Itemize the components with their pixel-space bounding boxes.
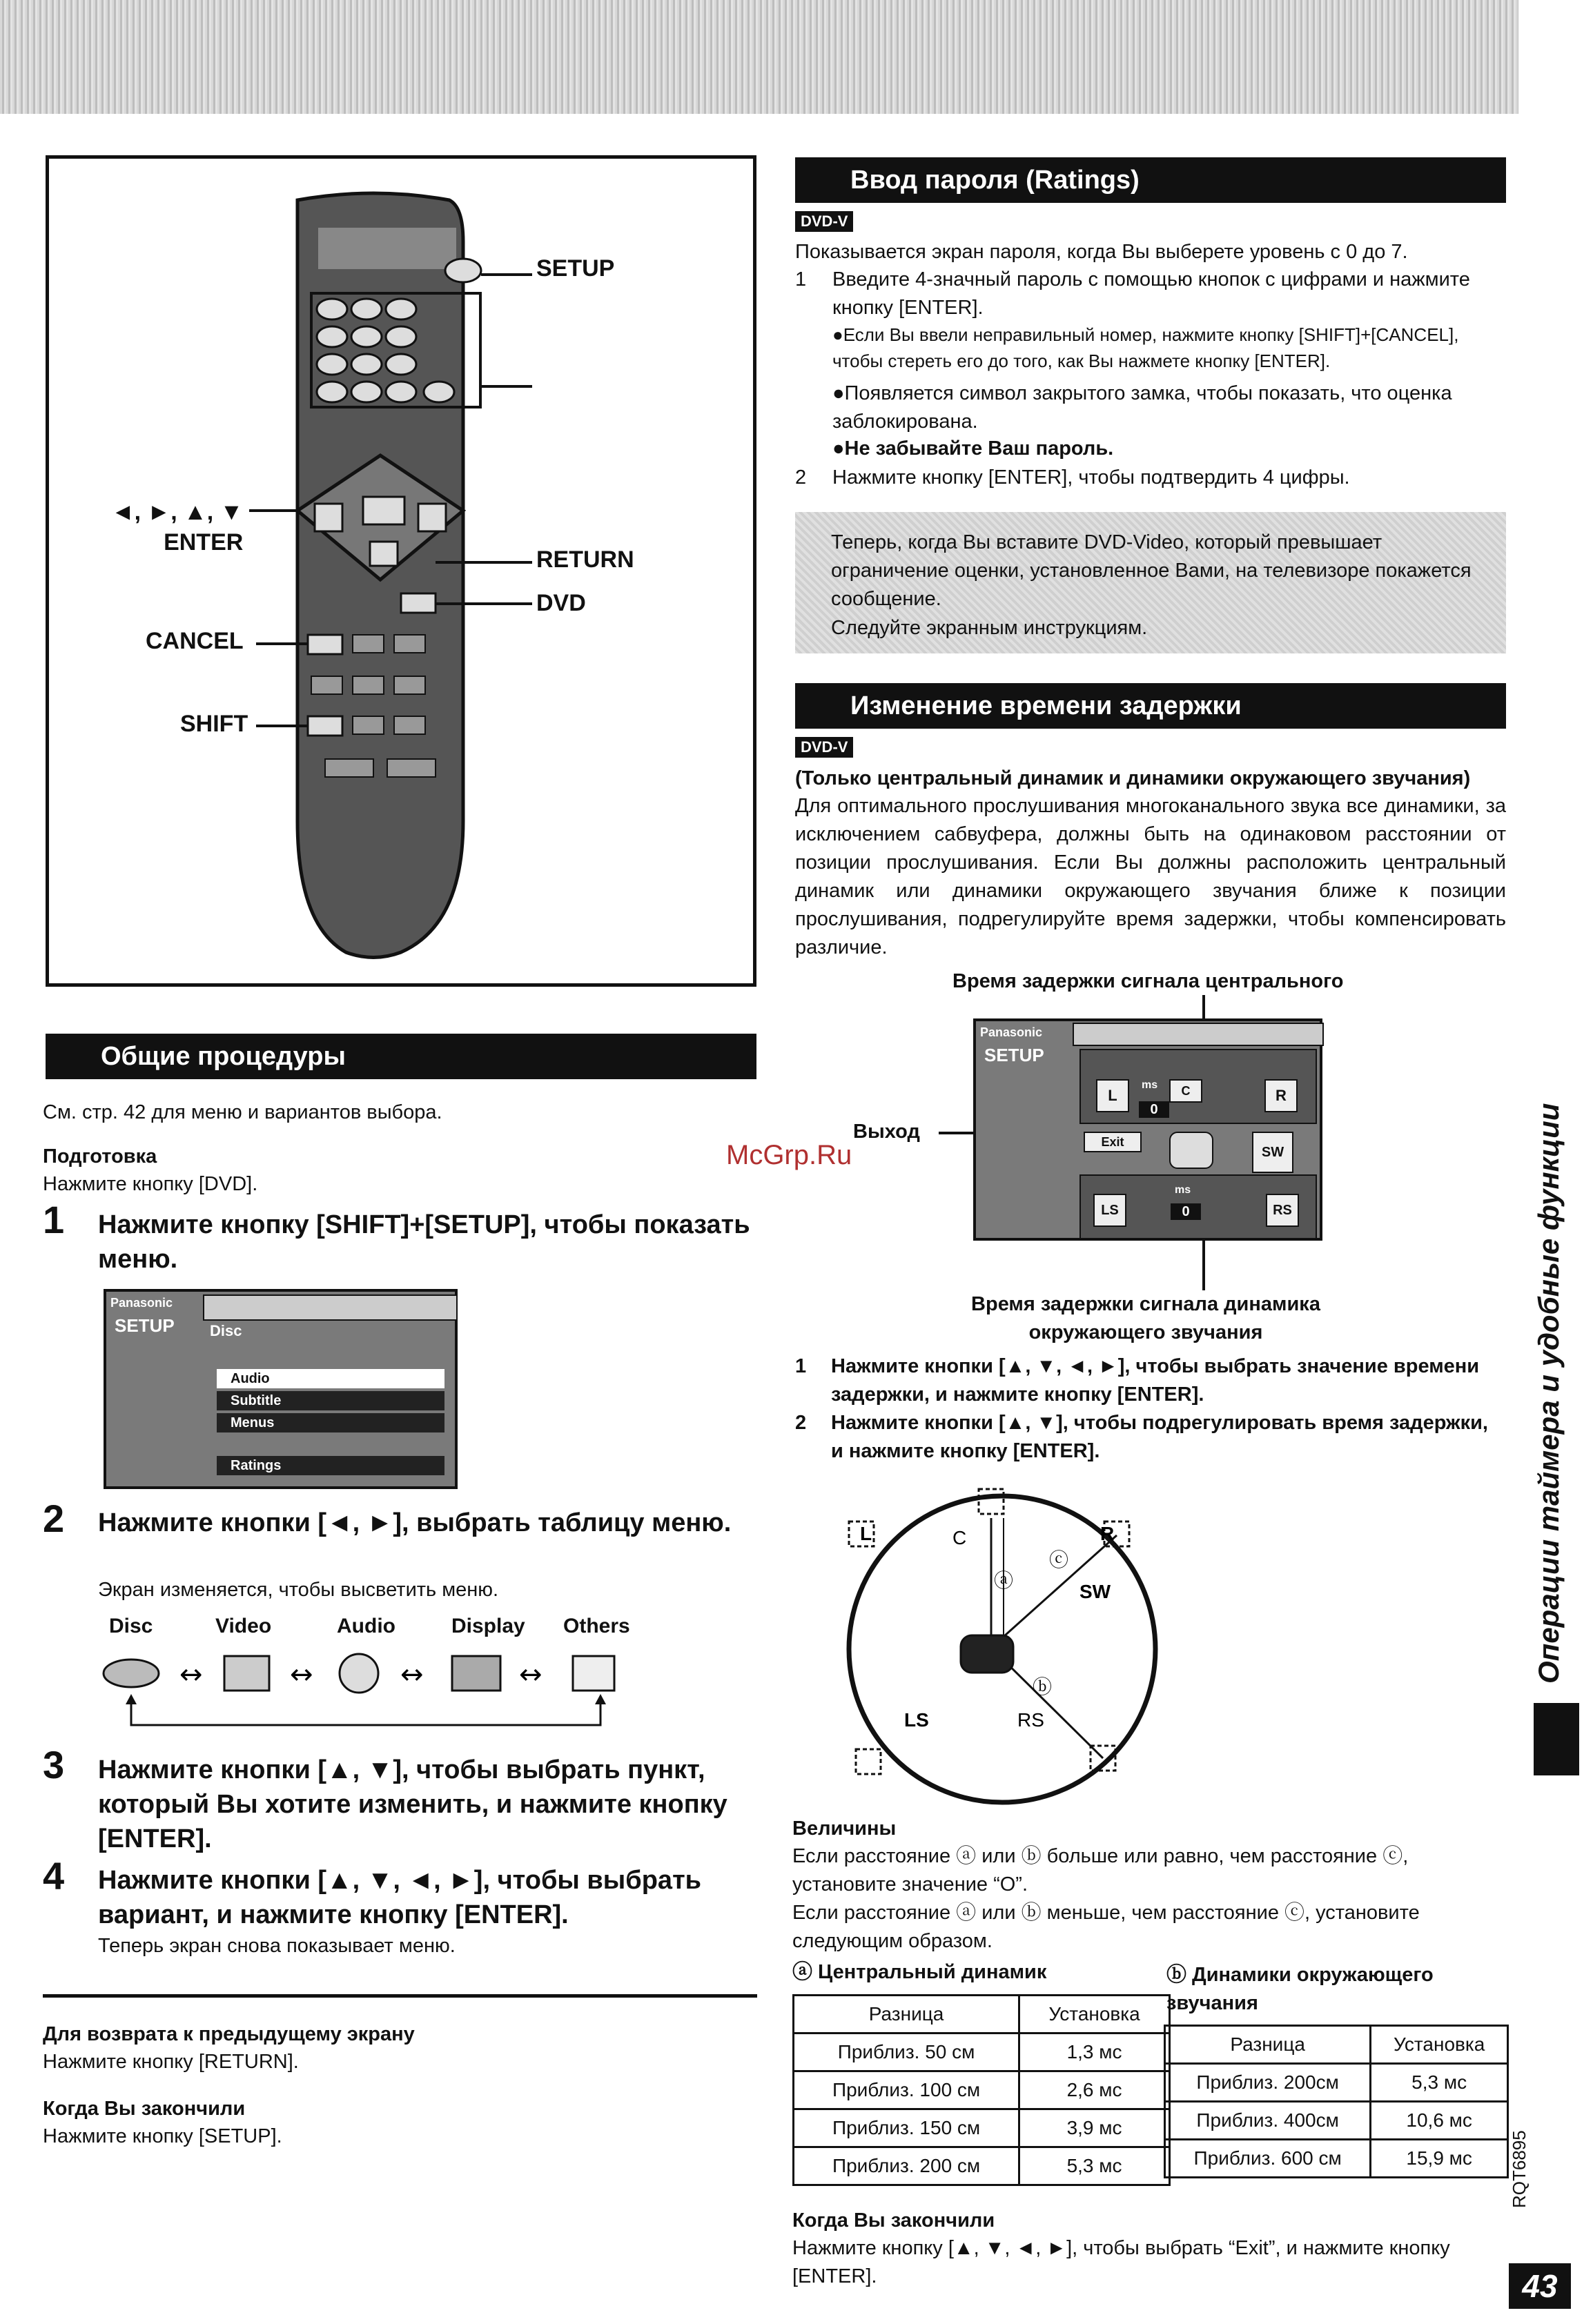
table-row [794, 1996, 1170, 2034]
tab-disc: Disc [109, 1615, 153, 1637]
menu-item-menus[interactable]: Menus [217, 1413, 444, 1432]
delay-subtitle: (Только центральный динамик и динамики окружающего звучания) [795, 767, 1471, 789]
label-center-delay: Время задержки сигнала центрального [952, 970, 1344, 992]
step3-number: 3 [43, 1743, 65, 1786]
audio-icon [340, 1654, 378, 1693]
svg-text:↔: ↔ [400, 1659, 424, 1691]
ratings-bullet2: ●Появляется символ закрытого замка, чтобы показать, что оценка заблокирована. [832, 382, 1452, 433]
tab-audio: Audio [337, 1615, 395, 1637]
diagram-ls: LS [904, 1709, 929, 1731]
svg-text:↔: ↔ [179, 1659, 203, 1691]
table-row [794, 2071, 1170, 2109]
cancel-label: CANCEL [146, 628, 244, 654]
table-cell: Приблиз. 400см [1165, 2102, 1371, 2140]
svg-text:↔: ↔ [290, 1659, 313, 1691]
speaker-rs: RS [1266, 1194, 1299, 1227]
delay-step1: Нажмите кнопки [▲, ▼, ◄, ►], чтобы выбрать значение времени задержки, и нажмите кнопку [ENTER]. [831, 1355, 1480, 1406]
step2-subtext: Экран изменяется, чтобы высветить меню. [98, 1579, 499, 1601]
table-cell: 10,6 мс [1371, 2102, 1508, 2140]
disc-icon [104, 1660, 159, 1687]
table-row [1165, 2140, 1508, 2178]
speaker-placement-diagram [828, 1477, 1187, 1815]
center-delay-value[interactable]: 0 [1139, 1101, 1169, 1118]
ratings-step1-number: 1 [795, 268, 807, 290]
general-heading-text: Общие процедуры [101, 1041, 346, 1071]
diagram-l: L [860, 1523, 872, 1544]
step4-text: Нажмите кнопки [▲, ▼, ◄, ►], чтобы выбрать вариант, и нажмите кнопку [ENTER]. [98, 1866, 702, 1929]
see-page-text: См. стр. 42 для меню и вариантов выбора. [43, 1101, 442, 1123]
watermark: McGrp.Ru [726, 1140, 852, 1170]
table-cell: 5,3 мс [1019, 2147, 1170, 2185]
menu-item-ratings[interactable]: Ratings [217, 1456, 444, 1475]
menu-disc-title: Disc [210, 1322, 242, 1339]
delay-badge: DVD-V [795, 737, 853, 758]
table-b-title: ⓑ Динамики окружающего звучания [1166, 1964, 1434, 2014]
table-cell: 15,9 мс [1371, 2140, 1508, 2178]
diagram-b: ⓑ [1033, 1675, 1053, 1698]
ratings-step2-number: 2 [795, 466, 807, 489]
back-title: Для возврата к предыдущему экрану [43, 2023, 415, 2045]
delay-paragraph: Для оптимального прослушивания многоканального звука все динамики, за исключением сабвуфера, должны быть на одинаковом расстоянии от позиции прослушивания. Если Вы должны расположить центральный динамик или динамики окружающего звучания ближе к позиции прослушивания, подрегулируйте время задержки, чтобы компенсировать различие. [795, 795, 1506, 958]
ratings-bullet1: ●Если Вы ввели неправильный номер, нажмите кнопку [SHIFT]+[CANCEL], чтобы стереть его до того, как Вы нажмете кнопку [ENTER]. [832, 324, 1459, 371]
step1-number: 1 [43, 1198, 65, 1241]
diagram-a: ⓐ [994, 1569, 1014, 1592]
doc-code: RQT6895 [1509, 2130, 1530, 2208]
tab-others: Others [563, 1615, 630, 1637]
table-cell: 2,6 мс [1019, 2071, 1170, 2109]
table-row [1165, 2026, 1508, 2064]
menu-brand: Panasonic [110, 1296, 173, 1310]
table-cell: Приблиз. 100 см [794, 2071, 1019, 2109]
diagram-c: C [952, 1527, 967, 1548]
table-cell: Приблиз. 50 см [794, 2034, 1019, 2071]
label-surround-delay: Время задержки сигнала динамика окружающего звучания [971, 1293, 1320, 1343]
values-p1: Если расстояние ⓐ или ⓑ больше или равно, чем расстояние ⓒ, установите значение “O”. [792, 1845, 1409, 1895]
surround-delay-value[interactable]: 0 [1171, 1203, 1201, 1220]
delay-done-text: Нажмите кнопку [▲, ▼, ◄, ►], чтобы выбрать “Exit”, и нажмите кнопку [ENTER]. [792, 2237, 1450, 2287]
video-icon [224, 1656, 269, 1691]
step2-number: 2 [43, 1497, 65, 1540]
tab-cycle-diagram [97, 1646, 642, 1735]
menu-tab-strip [203, 1294, 458, 1321]
values-title: Величины [792, 1818, 897, 1840]
table-cell: Приблиз. 150 см [794, 2109, 1019, 2147]
delay-done-title: Когда Вы закончили [792, 2209, 995, 2232]
step1-text: Нажмите кнопку [SHIFT]+[SETUP], чтобы показать меню. [98, 1210, 750, 1274]
center-ms-label: ms [1142, 1079, 1158, 1091]
speaker-sw: SW [1252, 1132, 1293, 1173]
delay-setup-screen [973, 1018, 1322, 1241]
table-header: Установка [1371, 2026, 1508, 2064]
ratings-intro: Показывается экран пароля, когда Вы выберете уровень с 0 до 7. [795, 241, 1408, 263]
remote-illustration-box [46, 155, 756, 987]
table-cell: 1,3 мс [1019, 2034, 1170, 2071]
delay-step1-number: 1 [795, 1355, 807, 1377]
done-text: Нажмите кнопку [SETUP]. [43, 2125, 282, 2147]
setup-menu-screen [104, 1289, 458, 1489]
ratings-badge: DVD-V [795, 211, 853, 232]
ratings-note2: Следуйте экранным инструкциям. [831, 617, 1148, 639]
table-cell: 3,9 мс [1019, 2109, 1170, 2147]
others-icon [573, 1656, 614, 1691]
ratings-step1: Введите 4-значный пароль с помощью кнопок с цифрами и нажмите кнопку [ENTER]. [832, 268, 1470, 319]
ratings-note-box [795, 512, 1506, 653]
tab-display: Display [451, 1615, 525, 1637]
table-row [1165, 2064, 1508, 2102]
diagram-r: R [1100, 1523, 1115, 1544]
table-a-title: ⓐ Центральный динамик [792, 1961, 1047, 1983]
arrows-enter-label: ◄, ►, ▲, ▼ ENTER [111, 499, 244, 555]
diagram-c-dist: ⓒ [1049, 1548, 1069, 1571]
table-row [1165, 2102, 1508, 2140]
shift-label: SHIFT [180, 711, 248, 737]
delay-step2-number: 2 [795, 1412, 807, 1434]
side-title: Операции таймера и удобные функции [1532, 1103, 1565, 1684]
table-center-speaker [792, 1994, 1171, 2186]
step2-text: Нажмите кнопки [◄, ►], выбрать таблицу меню. [98, 1508, 732, 1537]
delay-heading-text: Изменение времени задержки [850, 691, 1242, 720]
listener-seat-icon [1169, 1132, 1213, 1169]
delay-heading [795, 683, 1506, 729]
remote-control-image [49, 159, 753, 983]
table-cell: Приблиз. 200 см [794, 2147, 1019, 2185]
divider [43, 1994, 757, 1998]
surround-ms-label: ms [1175, 1184, 1191, 1196]
ratings-bullet3: ●Не забывайте Ваш пароль. [832, 437, 1114, 460]
values-p2: Если расстояние ⓐ или ⓑ меньше, чем расстояние ⓒ, установите следующим образом. [792, 1902, 1420, 1952]
prep-text: Нажмите кнопку [DVD]. [43, 1173, 258, 1195]
dvd-label: DVD [536, 590, 586, 616]
side-tab-marker [1534, 1703, 1579, 1775]
back-text: Нажмите кнопку [RETURN]. [43, 2051, 299, 2073]
delay-tab-strip [1073, 1023, 1324, 1046]
menu-setup-label: SETUP [115, 1315, 175, 1336]
exit-button[interactable]: Exit [1084, 1132, 1142, 1152]
ratings-heading [795, 157, 1506, 203]
display-icon [452, 1656, 500, 1691]
ratings-step2: Нажмите кнопку [ENTER], чтобы подтвердить 4 цифры. [832, 466, 1350, 489]
delay-step2: Нажмите кнопки [▲, ▼], чтобы подрегулировать время задержки, и нажмите кнопку [ENTER]. [831, 1412, 1488, 1462]
table-row [794, 2147, 1170, 2185]
table-header: Разница [794, 1996, 1019, 2034]
ratings-note: Теперь, когда Вы вставите DVD-Video, который превышает ограничение оценки, установленное Вами, на телевизоре покажется сообщение. [831, 531, 1472, 610]
ratings-heading-text: Ввод пароля (Ratings) [850, 165, 1140, 195]
table-header: Разница [1165, 2026, 1371, 2064]
speaker-c: C [1169, 1079, 1202, 1103]
step3-text: Нажмите кнопки [▲, ▼], чтобы выбрать пункт, который Вы хотите изменить, и нажмите кнопку [ENTER]. [98, 1755, 727, 1853]
table-surround-speakers [1164, 2025, 1509, 2178]
table-cell: 5,3 мс [1371, 2064, 1508, 2102]
speaker-ls: LS [1093, 1194, 1126, 1227]
step4-subtext: Теперь экран снова показывает меню. [98, 1935, 456, 1957]
setup-label: SETUP [536, 255, 615, 282]
svg-text:↔: ↔ [519, 1659, 543, 1691]
menu-item-audio[interactable]: Audio [217, 1369, 444, 1388]
table-row [794, 2109, 1170, 2147]
table-row [794, 2034, 1170, 2071]
delay-setup-label: SETUP [984, 1045, 1044, 1065]
table-cell: Приблиз. 600 см [1165, 2140, 1371, 2178]
table-cell: Приблиз. 200см [1165, 2064, 1371, 2102]
speaker-r: R [1264, 1079, 1298, 1112]
step4-number: 4 [43, 1854, 65, 1898]
prep-title: Подготовка [43, 1145, 157, 1168]
general-heading [46, 1034, 756, 1079]
label-exit: Выход [853, 1121, 920, 1143]
page-number: 43 [1509, 2263, 1571, 2309]
header-band [0, 0, 1518, 114]
return-label: RETURN [536, 546, 634, 573]
diagram-rs: RS [1017, 1709, 1044, 1731]
menu-item-subtitle[interactable]: Subtitle [217, 1391, 444, 1410]
done-title: Когда Вы закончили [43, 2098, 246, 2120]
speaker-l: L [1096, 1079, 1129, 1112]
table-header: Установка [1019, 1996, 1170, 2034]
diagram-sw: SW [1079, 1581, 1111, 1602]
delay-brand: Panasonic [980, 1025, 1043, 1039]
tab-video: Video [215, 1615, 272, 1637]
